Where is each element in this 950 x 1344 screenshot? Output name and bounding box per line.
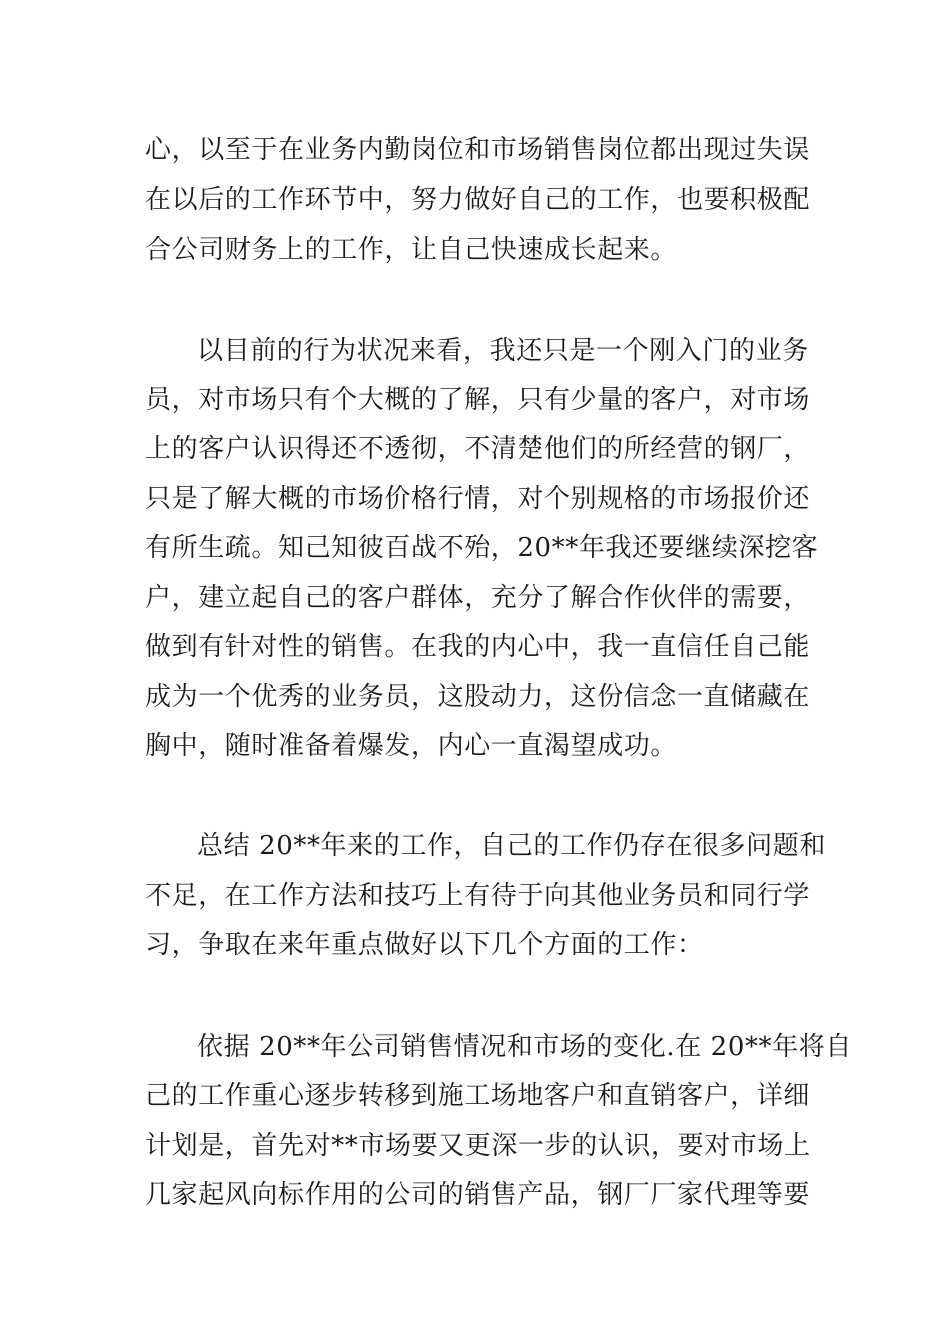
text-line: 几家起风向标作用的公司的销售产品，钢厂厂家代理等要 <box>145 1180 811 1210</box>
text-line: 总结 20**年来的工作，自己的工作仍存在很多问题和 <box>197 831 826 861</box>
text-line: 不足，在工作方法和技巧上有待于向其他业务员和同行学 <box>145 881 811 911</box>
text-line: 以目前的行为状况来看，我还只是一个刚入门的业务 <box>197 336 809 366</box>
text-line: 户，建立起自己的客户群体，充分了解合作伙伴的需要， <box>145 583 811 613</box>
text-line: 只是了解大概的市场价格行情，对个别规格的市场报价还 <box>145 484 811 514</box>
text-line: 心，以至于在业务内勤岗位和市场销售岗位都出现过失误 <box>145 135 811 165</box>
text-line: 合公司财务上的工作，让自己快速成长起来。 <box>145 235 678 265</box>
text-line: 成为一个优秀的业务员，这股动力，这份信念一直储藏在 <box>145 682 811 712</box>
text-line: 习，争取在来年重点做好以下几个方面的工作： <box>145 930 704 960</box>
text-line: 员，对市场只有个大概的了解，只有少量的客户，对市场 <box>145 385 811 415</box>
text-line: 胸中，随时准备着爆发，内心一直渴望成功。 <box>145 731 678 761</box>
text-line: 有所生疏。知己知彼百战不殆，20**年我还要继续深挖客 <box>145 533 819 563</box>
text-line: 在以后的工作环节中，努力做好自己的工作，也要积极配 <box>145 185 811 215</box>
text-line: 依据 20**年公司销售情况和市场的变化.在 20**年将自 <box>197 1032 852 1062</box>
text-line: 上的客户认识得还不透彻，不清楚他们的所经营的钢厂， <box>145 434 811 464</box>
text-line: 计划是，首先对**市场要又更深一步的认识，要对市场上 <box>145 1131 811 1161</box>
text-line: 己的工作重心逐步转移到施工场地客户和直销客户，详细 <box>145 1081 811 1111</box>
text-line: 做到有针对性的销售。在我的内心中，我一直信任自己能 <box>145 632 811 662</box>
